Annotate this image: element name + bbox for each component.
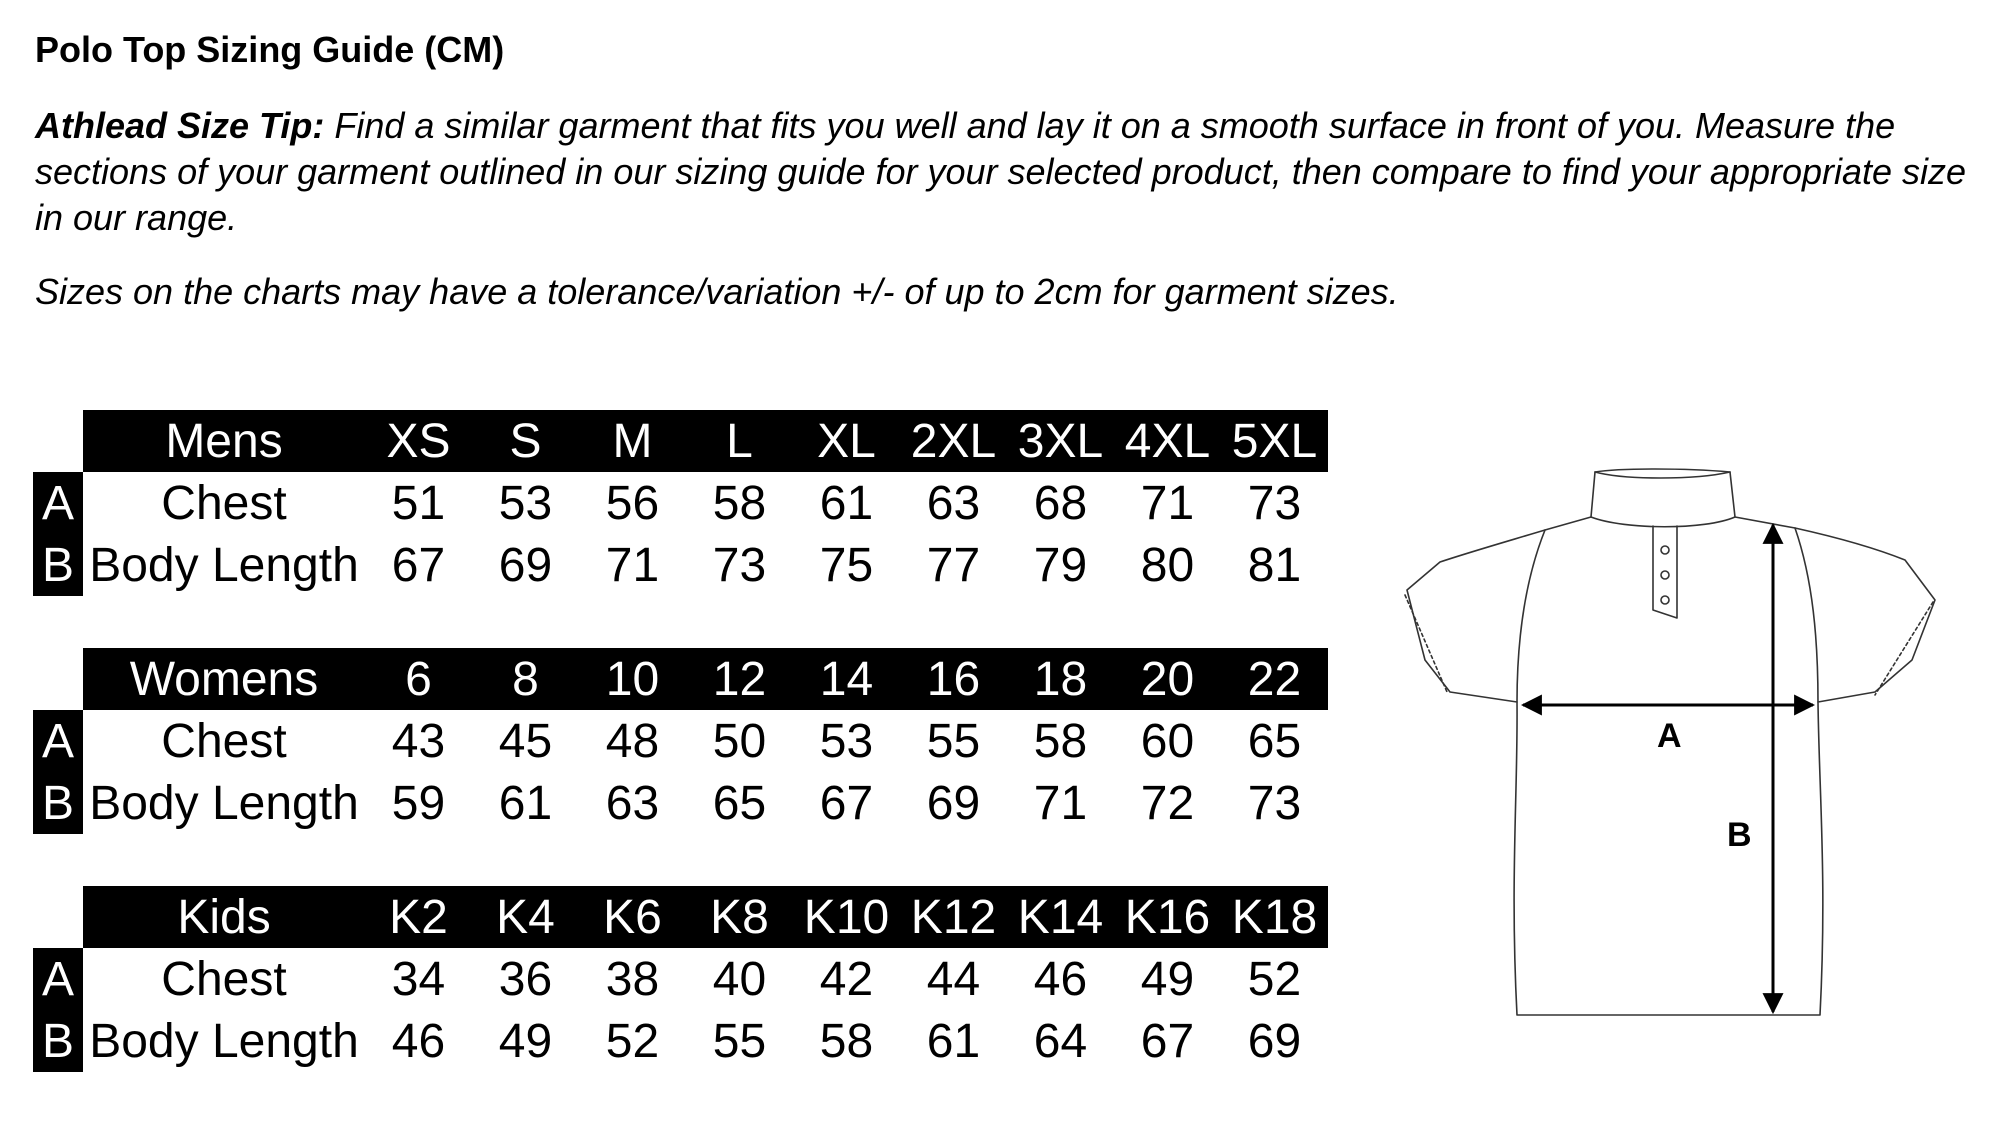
size-header: 12 (712, 652, 767, 706)
table-header-row (83, 886, 1328, 948)
table-category-label: Womens (129, 652, 319, 706)
row-label: Body Length (89, 776, 359, 830)
table-cell: 67 (1140, 1014, 1195, 1068)
table-cell: 50 (712, 714, 767, 768)
tolerance-note: Sizes on the charts may have a tolerance/variation +/- of up to 2cm for garment sizes. (35, 271, 1399, 312)
table-cell: 63 (926, 476, 981, 530)
row-marker: A (33, 710, 83, 772)
size-header: 3XL (1017, 414, 1104, 468)
label-a: A (1657, 717, 1682, 755)
table-cell: 59 (391, 776, 446, 830)
table-cell: 65 (712, 776, 767, 830)
table-cell: 71 (605, 538, 660, 592)
table-cell: 73 (712, 538, 767, 592)
row-label: Body Length (89, 1014, 359, 1068)
size-tip (35, 103, 1970, 241)
table-cell: 61 (819, 476, 874, 530)
table-cell: 46 (391, 1014, 446, 1068)
table-cell: 69 (926, 776, 981, 830)
table-row (33, 710, 1328, 772)
table-cell: 67 (391, 538, 446, 592)
table-row (33, 1010, 1328, 1072)
size-tip-text: Find a similar garment that fits you well and lay it on a smooth surface in front of you. Measure the sections of your garment outlined in our sizing guide for your selected product, then compare to find your appropriate size in our range. (35, 105, 1967, 238)
size-header: 4XL (1124, 414, 1211, 468)
table-cell: 68 (1033, 476, 1088, 530)
size-header: 14 (819, 652, 874, 706)
size-header: K12 (910, 890, 997, 944)
size-header: 5XL (1231, 414, 1318, 468)
table-cell: 51 (391, 476, 446, 530)
table-header-row (83, 410, 1328, 472)
table-cell: 43 (391, 714, 446, 768)
size-header: K16 (1124, 890, 1211, 944)
table-cell: 73 (1247, 776, 1302, 830)
table-cell: 49 (498, 1014, 553, 1068)
size-header: S (509, 414, 542, 468)
table-cell: 56 (605, 476, 660, 530)
table-cell: 61 (498, 776, 553, 830)
size-header: 16 (926, 652, 981, 706)
mens-size-table (33, 410, 1328, 596)
table-cell: 52 (1247, 952, 1302, 1006)
table-cell: 58 (1033, 714, 1088, 768)
table-cell: 71 (1140, 476, 1195, 530)
polo-shirt-diagram (1395, 460, 1955, 1030)
table-cell: 58 (819, 1014, 874, 1068)
table-cell: 52 (605, 1014, 660, 1068)
table-cell: 44 (926, 952, 981, 1006)
table-header-row (83, 648, 1328, 710)
table-cell: 36 (498, 952, 553, 1006)
size-header: K6 (603, 890, 662, 944)
size-header: 22 (1247, 652, 1302, 706)
size-header: K8 (710, 890, 769, 944)
row-marker: B (33, 1010, 83, 1072)
row-label: Chest (161, 476, 287, 530)
table-cell: 81 (1247, 538, 1302, 592)
table-cell: 55 (926, 714, 981, 768)
page-title: Polo Top Sizing Guide (CM) (35, 29, 505, 70)
size-header: 2XL (910, 414, 997, 468)
table-cell: 72 (1140, 776, 1195, 830)
table-cell: 80 (1140, 538, 1195, 592)
table-row (33, 472, 1328, 534)
table-cell: 49 (1140, 952, 1195, 1006)
row-marker: A (33, 948, 83, 1010)
table-row (33, 772, 1328, 834)
table-cell: 63 (605, 776, 660, 830)
table-cell: 46 (1033, 952, 1088, 1006)
table-cell: 38 (605, 952, 660, 1006)
size-header: 10 (605, 652, 660, 706)
table-cell: 61 (926, 1014, 981, 1068)
size-header: 8 (512, 652, 539, 706)
size-header: K2 (389, 890, 448, 944)
row-marker: B (33, 772, 83, 834)
table-cell: 48 (605, 714, 660, 768)
table-cell: 67 (819, 776, 874, 830)
row-marker: B (33, 534, 83, 596)
row-label: Chest (161, 714, 287, 768)
table-cell: 58 (712, 476, 767, 530)
table-cell: 40 (712, 952, 767, 1006)
size-header: K10 (803, 890, 890, 944)
size-header: K18 (1231, 890, 1318, 944)
size-header: 6 (405, 652, 432, 706)
table-cell: 42 (819, 952, 874, 1006)
size-header: M (612, 414, 653, 468)
kids-size-table (33, 886, 1328, 1072)
table-cell: 77 (926, 538, 981, 592)
row-label: Chest (161, 952, 287, 1006)
table-cell: 53 (819, 714, 874, 768)
label-b: B (1727, 816, 1752, 854)
table-category-label: Mens (165, 414, 283, 468)
size-header: K4 (496, 890, 555, 944)
size-header: K14 (1017, 890, 1104, 944)
table-row (33, 534, 1328, 596)
size-header: L (726, 414, 753, 468)
size-tip-lead: Athlead Size Tip: (35, 105, 325, 146)
table-cell: 65 (1247, 714, 1302, 768)
size-header: 20 (1140, 652, 1195, 706)
table-cell: 53 (498, 476, 553, 530)
table-row (33, 948, 1328, 1010)
table-cell: 73 (1247, 476, 1302, 530)
row-marker: A (33, 472, 83, 534)
table-cell: 79 (1033, 538, 1088, 592)
table-cell: 75 (819, 538, 874, 592)
size-header: 18 (1033, 652, 1088, 706)
row-label: Body Length (89, 538, 359, 592)
table-cell: 69 (1247, 1014, 1302, 1068)
table-cell: 69 (498, 538, 553, 592)
table-cell: 71 (1033, 776, 1088, 830)
table-cell: 45 (498, 714, 553, 768)
size-header: XS (386, 414, 451, 468)
table-category-label: Kids (177, 890, 271, 944)
womens-size-table (33, 648, 1328, 834)
size-header: XL (817, 414, 876, 468)
table-cell: 34 (391, 952, 446, 1006)
table-cell: 60 (1140, 714, 1195, 768)
polo-shirt-icon (1395, 460, 1955, 1030)
table-cell: 64 (1033, 1014, 1088, 1068)
table-cell: 55 (712, 1014, 767, 1068)
